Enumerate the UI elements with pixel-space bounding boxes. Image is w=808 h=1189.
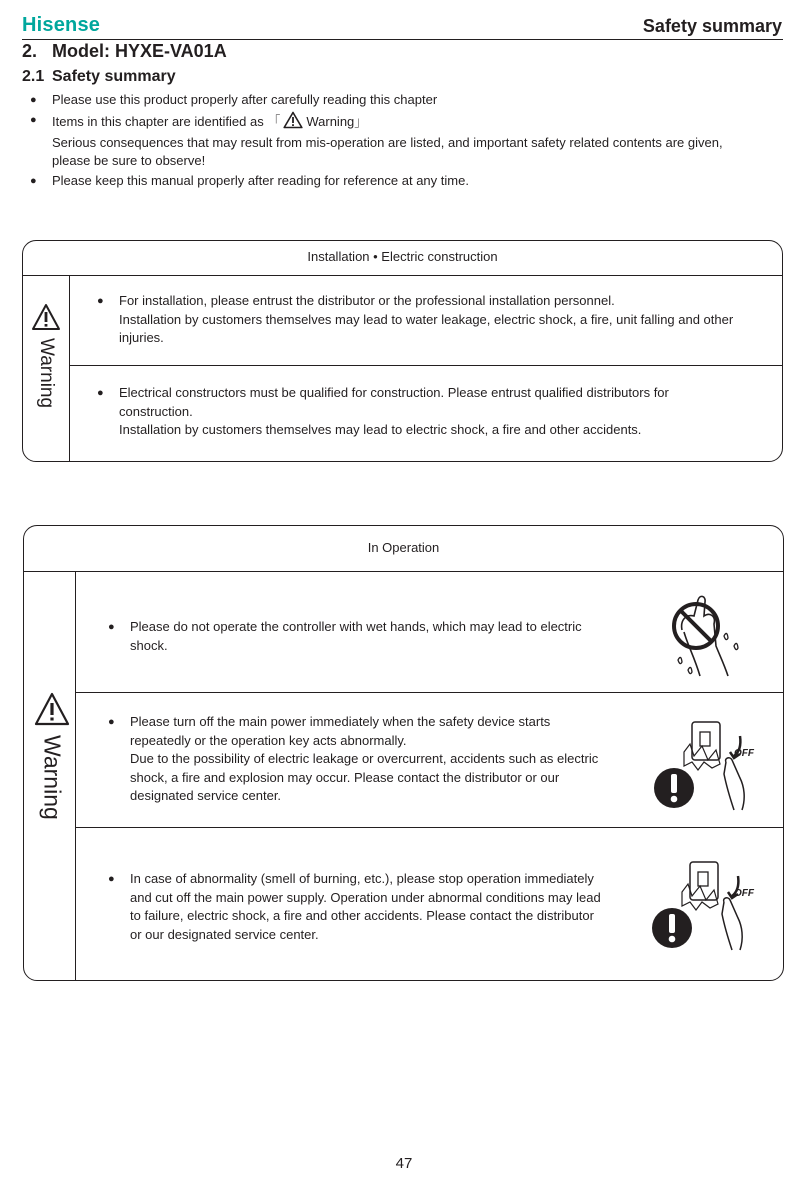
header-divider (22, 39, 783, 40)
warning-text: designated service center. (130, 788, 282, 803)
warning-text: injuries. (119, 330, 164, 345)
warning-text: Please do not operate the controller with wet hands, which may lead to electric (130, 619, 582, 634)
open-bracket: 「 (267, 114, 281, 129)
off-label: OFF (734, 748, 754, 759)
intro-item-text: Items in this chapter are identified as (52, 114, 268, 129)
warning-label: Warning (306, 114, 355, 129)
divider (24, 571, 783, 572)
warning-item (108, 618, 628, 655)
intro-item (22, 111, 782, 170)
warning-triangle-icon (31, 303, 61, 336)
bullet-icon: ● (108, 716, 115, 728)
warning-text: or our designated service center. (130, 926, 319, 942)
intro-item (22, 172, 782, 190)
bullet-icon: ● (30, 94, 37, 106)
brand-logo: Hisense (22, 14, 101, 36)
warning-text: Installation by customers themselves may lead to electric shock, a fire and other accidents. (119, 422, 642, 437)
warning-text: Electrical constructors must be qualified for construction. Please entrust qualified distributors for (119, 385, 669, 400)
warning-text: Due to the possibility of electric leakage or overcurrent, accidents such as electric (130, 751, 599, 766)
divider (75, 827, 783, 828)
warning-text: For installation, please entrust the distributor or the professional installation personnel. (119, 293, 615, 308)
warning-label: Warning (36, 338, 57, 409)
warning-text: construction. (119, 403, 193, 419)
section-title: Model: HYXE-VA01A (52, 41, 227, 61)
bullet-icon: ● (108, 621, 115, 633)
section-heading (22, 41, 227, 62)
intro-item (22, 91, 782, 109)
bullet-icon: ● (30, 114, 37, 126)
warning-text: In case of abnormality (smell of burning, etc.), please stop operation immediately (130, 871, 594, 886)
off-label: OFF (734, 888, 754, 899)
divider (23, 275, 782, 276)
bullet-icon: ● (97, 387, 104, 399)
warning-text: Installation by customers themselves may lead to water leakage, electric shock, a fire, unit falling and other (119, 311, 734, 327)
intro-item-text: Please keep this manual properly after reading for reference at any time. (52, 173, 469, 188)
divider (69, 275, 70, 461)
warning-text: repeatedly or the operation key acts abnormally. (130, 732, 407, 748)
box-heading: In Operation (367, 540, 440, 555)
intro-list (22, 91, 782, 192)
warning-item (97, 384, 777, 440)
divider (75, 692, 783, 693)
operation-warning-box (23, 525, 784, 981)
warning-item (108, 870, 628, 944)
page-number: 47 (395, 1155, 413, 1172)
warning-side-label (29, 303, 63, 408)
box-heading: Installation • Electric construction (307, 249, 498, 264)
installation-warning-box (22, 240, 783, 462)
bullet-icon: ● (108, 873, 115, 885)
intro-item-text: Serious consequences that may result from mis-operation are listed, and important safety related contents are given, (52, 135, 723, 150)
power-off-switch-icon (652, 854, 762, 954)
subsection-heading (22, 68, 176, 86)
subsection-number: 2.1 (22, 68, 45, 85)
warning-side-label (31, 692, 73, 820)
warning-item (108, 713, 628, 806)
warning-label: Warning (39, 735, 66, 820)
warning-text: to failure, electric shock, a fire and other accidents. Please contact the distributor (130, 908, 594, 923)
no-wet-hands-icon (664, 586, 746, 687)
warning-text: Please turn off the main power immediately when the safety device starts (130, 714, 551, 729)
warning-text: shock. (130, 637, 168, 653)
warning-triangle-icon (283, 111, 303, 134)
section-number: 2. (22, 41, 38, 61)
warning-triangle-icon (34, 692, 70, 731)
bullet-icon: ● (97, 295, 104, 307)
divider (69, 365, 782, 366)
subsection-title: Safety summary (52, 68, 176, 85)
warning-text: and cut off the main power supply. Operation under abnormal conditions may lead (130, 889, 601, 905)
power-off-switch-icon (654, 714, 764, 814)
close-bracket: 」 (354, 114, 368, 129)
divider (75, 571, 76, 980)
intro-item-text: Please use this product properly after carefully reading this chapter (52, 92, 438, 107)
intro-item-text: please be sure to observe! (52, 153, 206, 168)
warning-item (97, 292, 777, 348)
warning-text: shock, a fire and explosion may occur. Please contact the distributor or our (130, 769, 560, 785)
header-title: Safety summary (642, 16, 782, 36)
bullet-icon: ● (30, 175, 37, 187)
